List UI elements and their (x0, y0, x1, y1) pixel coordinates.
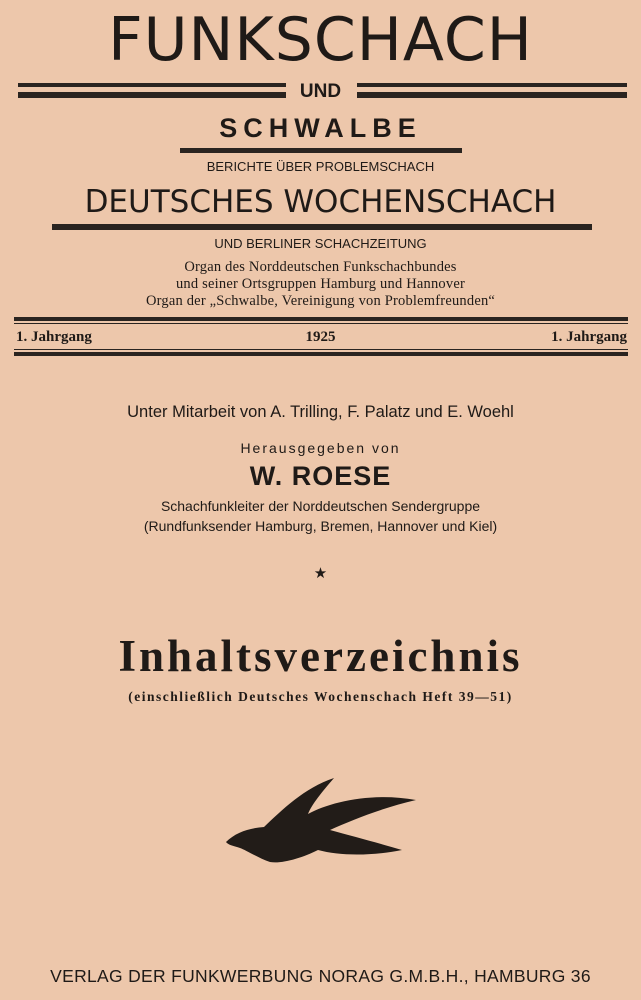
organ-line-3: Organ der „Schwalbe, Vereinigung von Problemfreunden“ (145, 293, 496, 309)
publisher-line: VERLAG DER FUNKWERBUNG NORAG G.M.B.H., HAMBURG 36 (50, 966, 591, 986)
rule-schwalbe (180, 148, 462, 153)
masthead-und: UND (299, 81, 342, 102)
rule-right-bottom (357, 92, 627, 98)
year-rule-top-2 (14, 323, 628, 324)
masthead-title: FUNKSCHACH (108, 5, 533, 75)
credits-herausgegeben: Herausgegeben von (240, 440, 401, 456)
masthead-schwalbe: SCHWALBE (219, 113, 422, 143)
rule-right-top (357, 83, 627, 87)
credits-mitarbeit: Unter Mitarbeit von A. Trilling, F. Palatz und E. Woehl (127, 403, 514, 421)
credits-stations: (Rundfunksender Hamburg, Bremen, Hannover und Kiel) (143, 518, 498, 534)
masthead-wochenschach: DEUTSCHES WOCHENSCHACH (84, 184, 557, 220)
year-center: 1925 (305, 329, 336, 345)
year-rule-bottom-1 (14, 349, 628, 350)
credits-editor: W. ROESE (249, 461, 392, 491)
contents-subtitle: (einschließlich Deutsches Wochenschach Heft 39—51) (128, 689, 513, 704)
masthead-berliner: UND BERLINER SCHACHZEITUNG (214, 236, 427, 251)
organ-line-2: und seiner Ortsgruppen Hamburg und Hannover (175, 276, 465, 292)
year-left: 1. Jahrgang (16, 329, 92, 345)
contents-title: Inhaltsverzeichnis (118, 631, 523, 681)
year-right: 1. Jahrgang (551, 329, 627, 345)
organ-line-1: Organ des Norddeutschen Funkschachbundes (184, 259, 457, 275)
year-rule-top-1 (14, 317, 628, 321)
year-rule-bottom-2 (14, 352, 628, 356)
star-ornament: ★ (313, 564, 328, 582)
masthead-berichte: BERICHTE ÜBER PROBLEMSCHACH (206, 159, 435, 174)
credits-role: Schachfunkleiter der Norddeutschen Sendergruppe (160, 498, 481, 514)
rule-wochenschach (52, 224, 592, 230)
swallow-icon (222, 770, 422, 875)
